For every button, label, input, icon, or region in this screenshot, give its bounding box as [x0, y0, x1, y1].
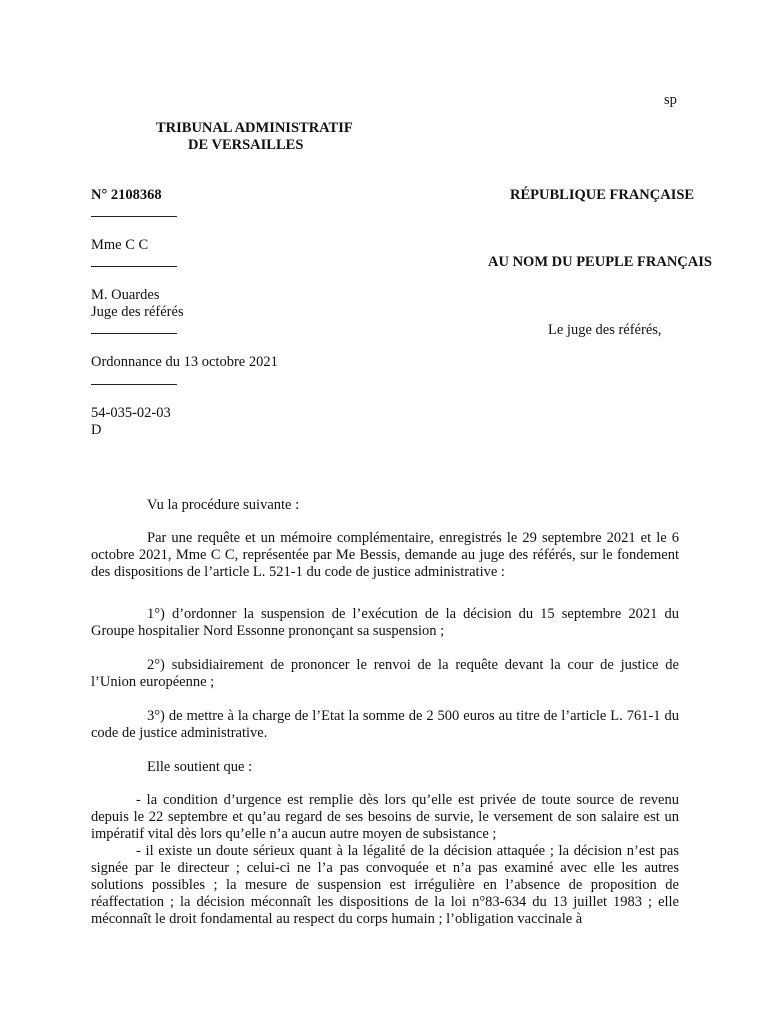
- classification-code: 54-035-02-03: [91, 405, 171, 421]
- claim-point-2: 2°) subsidiairement de prononcer le renvoi de la requête devant la cour de justice de l’Union européenne ;: [91, 657, 679, 690]
- party-name: Mme C C: [91, 237, 149, 253]
- in-name-of-people: AU NOM DU PEUPLE FRANÇAIS: [488, 254, 712, 270]
- claim-point-1: 1°) d’ordonner la suspension de l’exécution de la décision du 15 septembre 2021 du Groupe hospitalier Nord Essonne prononçant sa suspension ;: [91, 606, 679, 639]
- court-name-line2: DE VERSAILLES: [188, 137, 304, 153]
- judge-title: Juge des référés: [91, 304, 184, 320]
- separator-rule: [91, 216, 177, 217]
- order-date: Ordonnance du 13 octobre 2021: [91, 354, 278, 370]
- claim-point-3: 3°) de mettre à la charge de l’Etat la somme de 2 500 euros au titre de l’article L. 761-1 du code de justice administrative.: [91, 708, 679, 741]
- argument-legality: - il existe un doute sérieux quant à la légalité de la décision attaquée ; la décision n’est pas signée par le directeur ; celui-ci ne l’a pas convoquée et n’a pas examiné avec elle les autres solutions possibles ; la mesure de suspension est irrégulière en l’absence de proposition de réaffectation ; la décision méconnaît les dispositions de la loi n°83-634 du 13 juillet 1983 ; elle méconnaît le droit fondamental au respect du corps humain ; l’obligation vaccinale à: [91, 843, 679, 927]
- case-number: N° 2108368: [91, 187, 162, 203]
- arguments-intro: Elle soutient que :: [147, 759, 253, 775]
- author-initials: sp: [664, 92, 677, 108]
- procedure-intro: Vu la procédure suivante :: [147, 497, 300, 513]
- judge-heading: Le juge des référés,: [548, 322, 662, 338]
- republic-heading: RÉPUBLIQUE FRANÇAISE: [510, 187, 695, 203]
- request-paragraph: Par une requête et un mémoire complémentaire, enregistrés le 29 septembre 2021 et le 6 octobre 2021, Mme C C, représentée par Me Bessis, demande au juge des référés, sur le fondement des dispositions de l’article L. 521-1 du code de justice administrative :: [91, 530, 679, 580]
- separator-rule: [91, 384, 177, 385]
- argument-urgency: - la condition d’urgence est remplie dès lors qu’elle est privée de toute source de revenu depuis le 22 septembre et qu’au regard de ses besoins de survie, le versement de son salaire est un impératif vital dès lors qu’elle n’a aucun autre moyen de subsistance ;: [91, 792, 679, 842]
- judge-name: M. Ouardes: [91, 287, 160, 303]
- separator-rule: [91, 266, 177, 267]
- publication-code: D: [91, 422, 102, 438]
- separator-rule: [91, 333, 177, 334]
- court-name-line1: TRIBUNAL ADMINISTRATIF: [156, 120, 353, 136]
